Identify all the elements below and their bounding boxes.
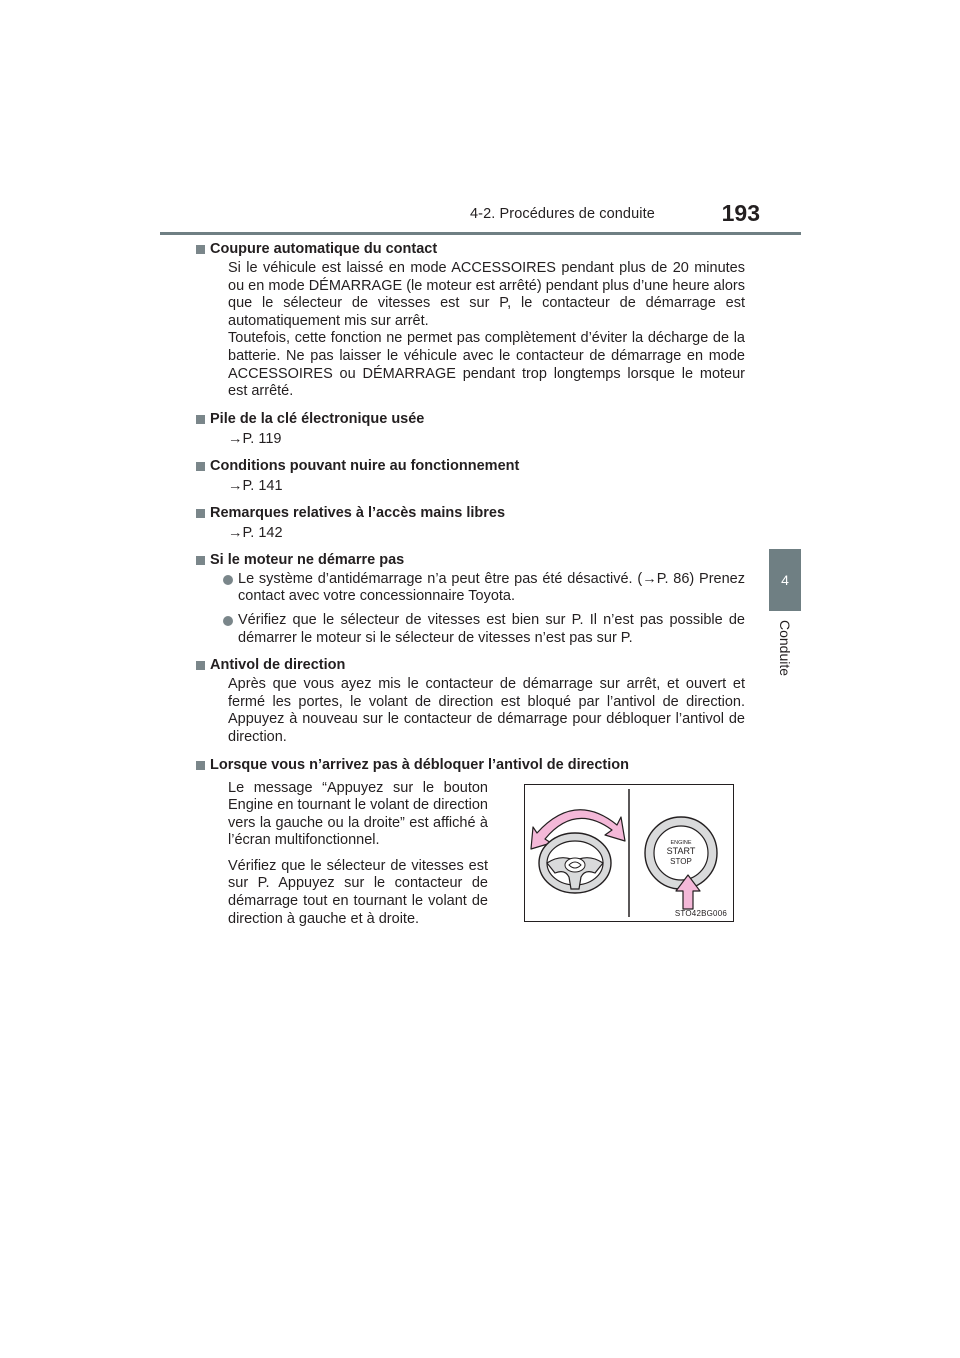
square-bullet-icon	[196, 761, 205, 770]
list-item: Vérifiez que le sélecteur de vitesses est bien sur P. Il n’est pas possible de démarrer le moteur si le sélecteur de vitesses n’est pas sur P.	[210, 612, 745, 647]
steering-wheel-icon	[539, 833, 611, 893]
square-bullet-icon	[196, 415, 205, 424]
round-bullet-icon	[223, 575, 233, 585]
page-reference-link[interactable]: →P. 142	[228, 524, 283, 541]
text-with-figure	[210, 780, 745, 929]
section-title: Si le moteur ne démarre pas	[196, 551, 731, 569]
page-reference-link[interactable]: →P. 141	[228, 477, 283, 494]
section-hands-free-notes	[210, 504, 745, 542]
engine-label: ENGINE	[670, 839, 692, 846]
square-bullet-icon	[196, 556, 205, 565]
instruction-text	[210, 780, 488, 929]
section-title: Coupure automatique du contact	[196, 240, 731, 258]
engine-start-stop-button-icon	[645, 817, 717, 889]
section-operating-conditions	[210, 457, 745, 495]
section-title: Conditions pouvant nuire au fonctionnement	[196, 457, 731, 475]
section-title: Lorsque vous n’arrivez pas à débloquer l’antivol de direction	[196, 756, 731, 774]
square-bullet-icon	[196, 509, 205, 518]
page-reference-link[interactable]: →P. 119	[228, 430, 282, 447]
chapter-tab-label: Conduite	[777, 619, 793, 677]
square-bullet-icon	[196, 245, 205, 254]
header-divider	[160, 232, 801, 235]
page-number: 193	[721, 200, 760, 226]
chapter-section-title: 4-2. Procédures de conduite	[470, 206, 655, 222]
round-bullet-icon	[223, 616, 233, 626]
chapter-tab-number: 4	[781, 572, 789, 588]
section-engine-wont-start	[210, 551, 745, 647]
paragraph: Si le véhicule est laissé en mode ACCESSOIRES pendant plus de 20 minutes ou en mode DÉMARRAGE (le moteur est arrêté) pendant plus d’une heure alors que le sélecteur de vitesses est sur P, le contacteur de démarrage est automatiquement mis sur arrêt.	[228, 260, 745, 329]
steering-and-start-button-illustration	[524, 784, 734, 922]
chapter-tab[interactable]	[769, 549, 801, 611]
section-key-battery	[210, 410, 745, 448]
paragraph: Vérifiez que le sélecteur de vitesses est sur P. Appuyez sur le contacteur de démarrage tout en tournant le volant de direction à gauche et à droite.	[228, 857, 488, 927]
paragraph: Toutefois, cette fonction ne permet pas complètement d’éviter la décharge de la batterie. Ne pas laisser le véhicule avec le contacteur de démarrage en mode ACCESSOIRES ou DÉMARRAGE pendant trop longtemps lorsque le moteur est arrêté.	[228, 330, 745, 400]
section-title: Remarques relatives à l’accès mains libres	[196, 504, 731, 522]
figure-code: STO42BG006	[674, 908, 727, 918]
start-label: START	[666, 845, 696, 856]
section-auto-shutoff	[210, 240, 745, 401]
section-unlock-steering	[210, 756, 745, 929]
square-bullet-icon	[196, 462, 205, 471]
page-content	[210, 240, 745, 928]
paragraph: Le message “Appuyez sur le bouton Engine en tournant le volant de direction vers la gauche ou la droite” est affiché à l’écran multifonctionnel.	[228, 779, 488, 849]
stop-label: STOP	[670, 856, 692, 866]
list-item: Le système d’antidémarrage n’a peut être pas été désactivé. (→P. 86) Prenez contact avec votre concessionnaire Toyota.	[210, 571, 745, 606]
paragraph: Après que vous ayez mis le contacteur de démarrage sur arrêt, et ouvert et fermé les portes, le volant de direction est bloqué par l’antivol de direction. Appuyez à nouveau sur le contacteur de démarrage pour débloquer l’antivol de direction.	[228, 676, 745, 745]
section-title: Pile de la clé électronique usée	[196, 410, 731, 428]
section-title: Antivol de direction	[196, 656, 731, 674]
square-bullet-icon	[196, 661, 205, 670]
illustration-svg	[525, 785, 733, 921]
section-steering-lock	[210, 656, 745, 746]
